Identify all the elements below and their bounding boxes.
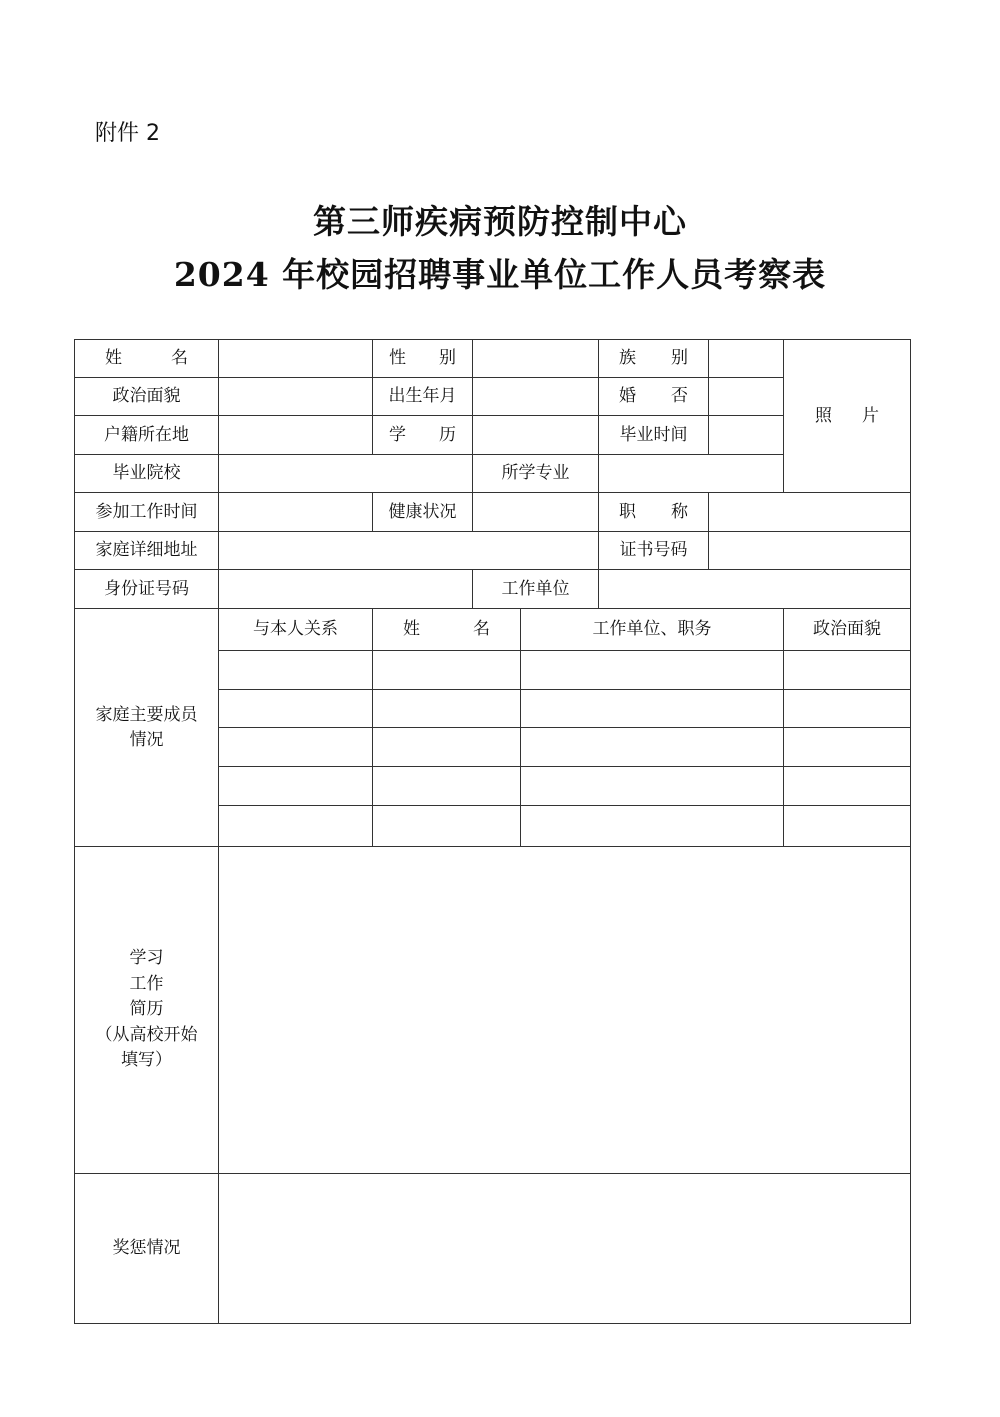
member-name-field[interactable] — [372, 766, 521, 806]
label-name — [74, 339, 219, 378]
label-rewards: 奖惩情况 — [74, 1173, 219, 1324]
relation-field[interactable] — [218, 805, 373, 847]
header-relation: 与本人关系 — [218, 608, 373, 651]
label-work-start-time: 参加工作时间 — [74, 492, 219, 532]
name-field[interactable] — [218, 339, 373, 378]
relation-field[interactable] — [218, 766, 373, 806]
label-family-members — [74, 608, 219, 847]
label-char: 历 — [439, 424, 456, 445]
label-char: 照 — [815, 405, 832, 426]
health-field[interactable] — [472, 492, 599, 532]
member-name-field[interactable] — [372, 805, 521, 847]
ethnicity-field[interactable] — [708, 339, 784, 378]
birth-date-field[interactable] — [472, 377, 599, 416]
label-char: 学 — [389, 424, 406, 445]
label-graduated-school: 毕业院校 — [74, 454, 219, 493]
graduated-school-field[interactable] — [218, 454, 473, 493]
work-start-time-field[interactable] — [218, 492, 373, 532]
relation-field[interactable] — [218, 650, 373, 690]
photo-box[interactable] — [783, 339, 911, 493]
label-char: 片 — [862, 405, 879, 426]
attachment-label: 附件 2 — [95, 121, 160, 146]
gender-field[interactable] — [472, 339, 599, 378]
relation-field[interactable] — [218, 727, 373, 767]
member-political-status-field[interactable] — [783, 727, 911, 767]
label-ethnicity — [598, 339, 709, 378]
title-rank-field[interactable] — [708, 492, 911, 532]
resume-field[interactable] — [218, 846, 911, 1174]
label-marital — [598, 377, 709, 416]
member-name-field[interactable] — [372, 650, 521, 690]
label-char: 婚 — [619, 386, 636, 407]
label-char: 性 — [389, 348, 406, 369]
label-char: 别 — [439, 348, 456, 369]
label-char: 名 — [473, 619, 490, 640]
label-char: 族 — [619, 348, 636, 369]
member-name-field[interactable] — [372, 689, 521, 728]
household-registration-field[interactable] — [218, 415, 373, 455]
label-birth-date: 出生年月 — [372, 377, 473, 416]
label-line: （从高校开始 — [95, 1024, 198, 1045]
label-char: 职 — [619, 501, 636, 522]
member-name-field[interactable] — [372, 727, 521, 767]
label-health: 健康状况 — [372, 492, 473, 532]
label-id-number: 身份证号码 — [74, 569, 219, 609]
marital-field[interactable] — [708, 377, 784, 416]
label-char: 别 — [671, 348, 688, 369]
graduation-time-field[interactable] — [708, 415, 784, 455]
label-char: 姓 — [105, 348, 122, 369]
label-major: 所学专业 — [472, 454, 599, 493]
unit-position-field[interactable] — [520, 650, 784, 690]
unit-position-field[interactable] — [520, 727, 784, 767]
label-line: 家庭主要成员 — [95, 704, 198, 725]
label-home-address: 家庭详细地址 — [74, 531, 219, 570]
label-education — [372, 415, 473, 455]
label-char: 名 — [171, 348, 188, 369]
member-political-status-field[interactable] — [783, 805, 911, 847]
label-resume — [74, 846, 219, 1174]
label-gender — [372, 339, 473, 378]
title-line-2: 2024 年校园招聘事业单位工作人员考察表 — [173, 255, 827, 294]
label-line: 简历 — [129, 999, 164, 1020]
label-certificate-no: 证书号码 — [598, 531, 709, 570]
label-char: 姓 — [403, 619, 420, 640]
major-field[interactable] — [598, 454, 784, 493]
label-line: 学习 — [129, 948, 164, 969]
political-status-field[interactable] — [218, 377, 373, 416]
header-member-name — [372, 608, 521, 651]
label-title-rank — [598, 492, 709, 532]
relation-field[interactable] — [218, 689, 373, 728]
header-political-status: 政治面貌 — [783, 608, 911, 651]
label-line: 填写） — [121, 1050, 172, 1071]
label-char: 称 — [671, 501, 688, 522]
label-political-status: 政治面貌 — [74, 377, 219, 416]
home-address-field[interactable] — [218, 531, 599, 570]
work-unit-field[interactable] — [598, 569, 911, 609]
member-political-status-field[interactable] — [783, 650, 911, 690]
unit-position-field[interactable] — [520, 689, 784, 728]
label-line: 情况 — [129, 729, 164, 750]
rewards-field[interactable] — [218, 1173, 911, 1324]
member-political-status-field[interactable] — [783, 766, 911, 806]
header-unit-position: 工作单位、职务 — [520, 608, 784, 651]
label-household-registration: 户籍所在地 — [74, 415, 219, 455]
id-number-field[interactable] — [218, 569, 473, 609]
unit-position-field[interactable] — [520, 805, 784, 847]
label-char: 否 — [671, 386, 688, 407]
label-graduation-time: 毕业时间 — [598, 415, 709, 455]
label-line: 工作 — [129, 973, 164, 994]
certificate-no-field[interactable] — [708, 531, 911, 570]
unit-position-field[interactable] — [520, 766, 784, 806]
title-line-1: 第三师疾病预防控制中心 — [313, 202, 687, 241]
label-work-unit: 工作单位 — [472, 569, 599, 609]
member-political-status-field[interactable] — [783, 689, 911, 728]
education-field[interactable] — [472, 415, 599, 455]
